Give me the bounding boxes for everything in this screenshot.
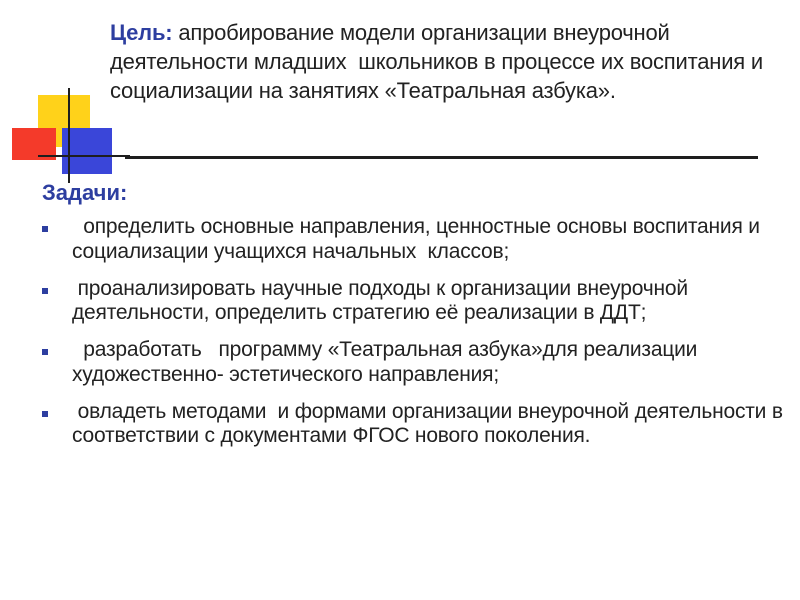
- task-text: овладеть методами и формами организации внеурочной деятельности в соответствии с документами ФГОС нового поколения.: [72, 399, 789, 447]
- bullet-icon: [42, 288, 48, 294]
- list-item: [40, 215, 785, 264]
- bullet-icon: [42, 349, 48, 355]
- list-item: [40, 399, 789, 449]
- tasks-list: [40, 215, 789, 461]
- task-text: определить основные направления, ценностные основы воспитания и социализации учащихся начальных классов;: [72, 215, 766, 263]
- goal-paragraph: [110, 18, 780, 105]
- task-text: разработать программу «Театральная азбука»для реализации художественно- эстетического направления;: [72, 338, 709, 386]
- horizontal-line: [38, 155, 130, 157]
- tasks-heading: Задачи:: [42, 180, 128, 205]
- bullet-icon: [42, 226, 48, 232]
- task-text: проанализировать научные подходы к организации внеурочной деятельности, определить стратегию её реализации в ДДТ;: [72, 276, 694, 324]
- goal-label: Цель:: [110, 20, 173, 45]
- list-item: [40, 277, 785, 326]
- vertical-line: [68, 88, 70, 183]
- bullet-icon: [42, 411, 48, 417]
- goal-text: апробирование модели организации внеурочной деятельности младших школьников в процессе их воспитания и социализации на занятиях «Театральная азбука».: [110, 20, 769, 103]
- title-divider: [125, 156, 758, 159]
- list-item: [40, 338, 785, 387]
